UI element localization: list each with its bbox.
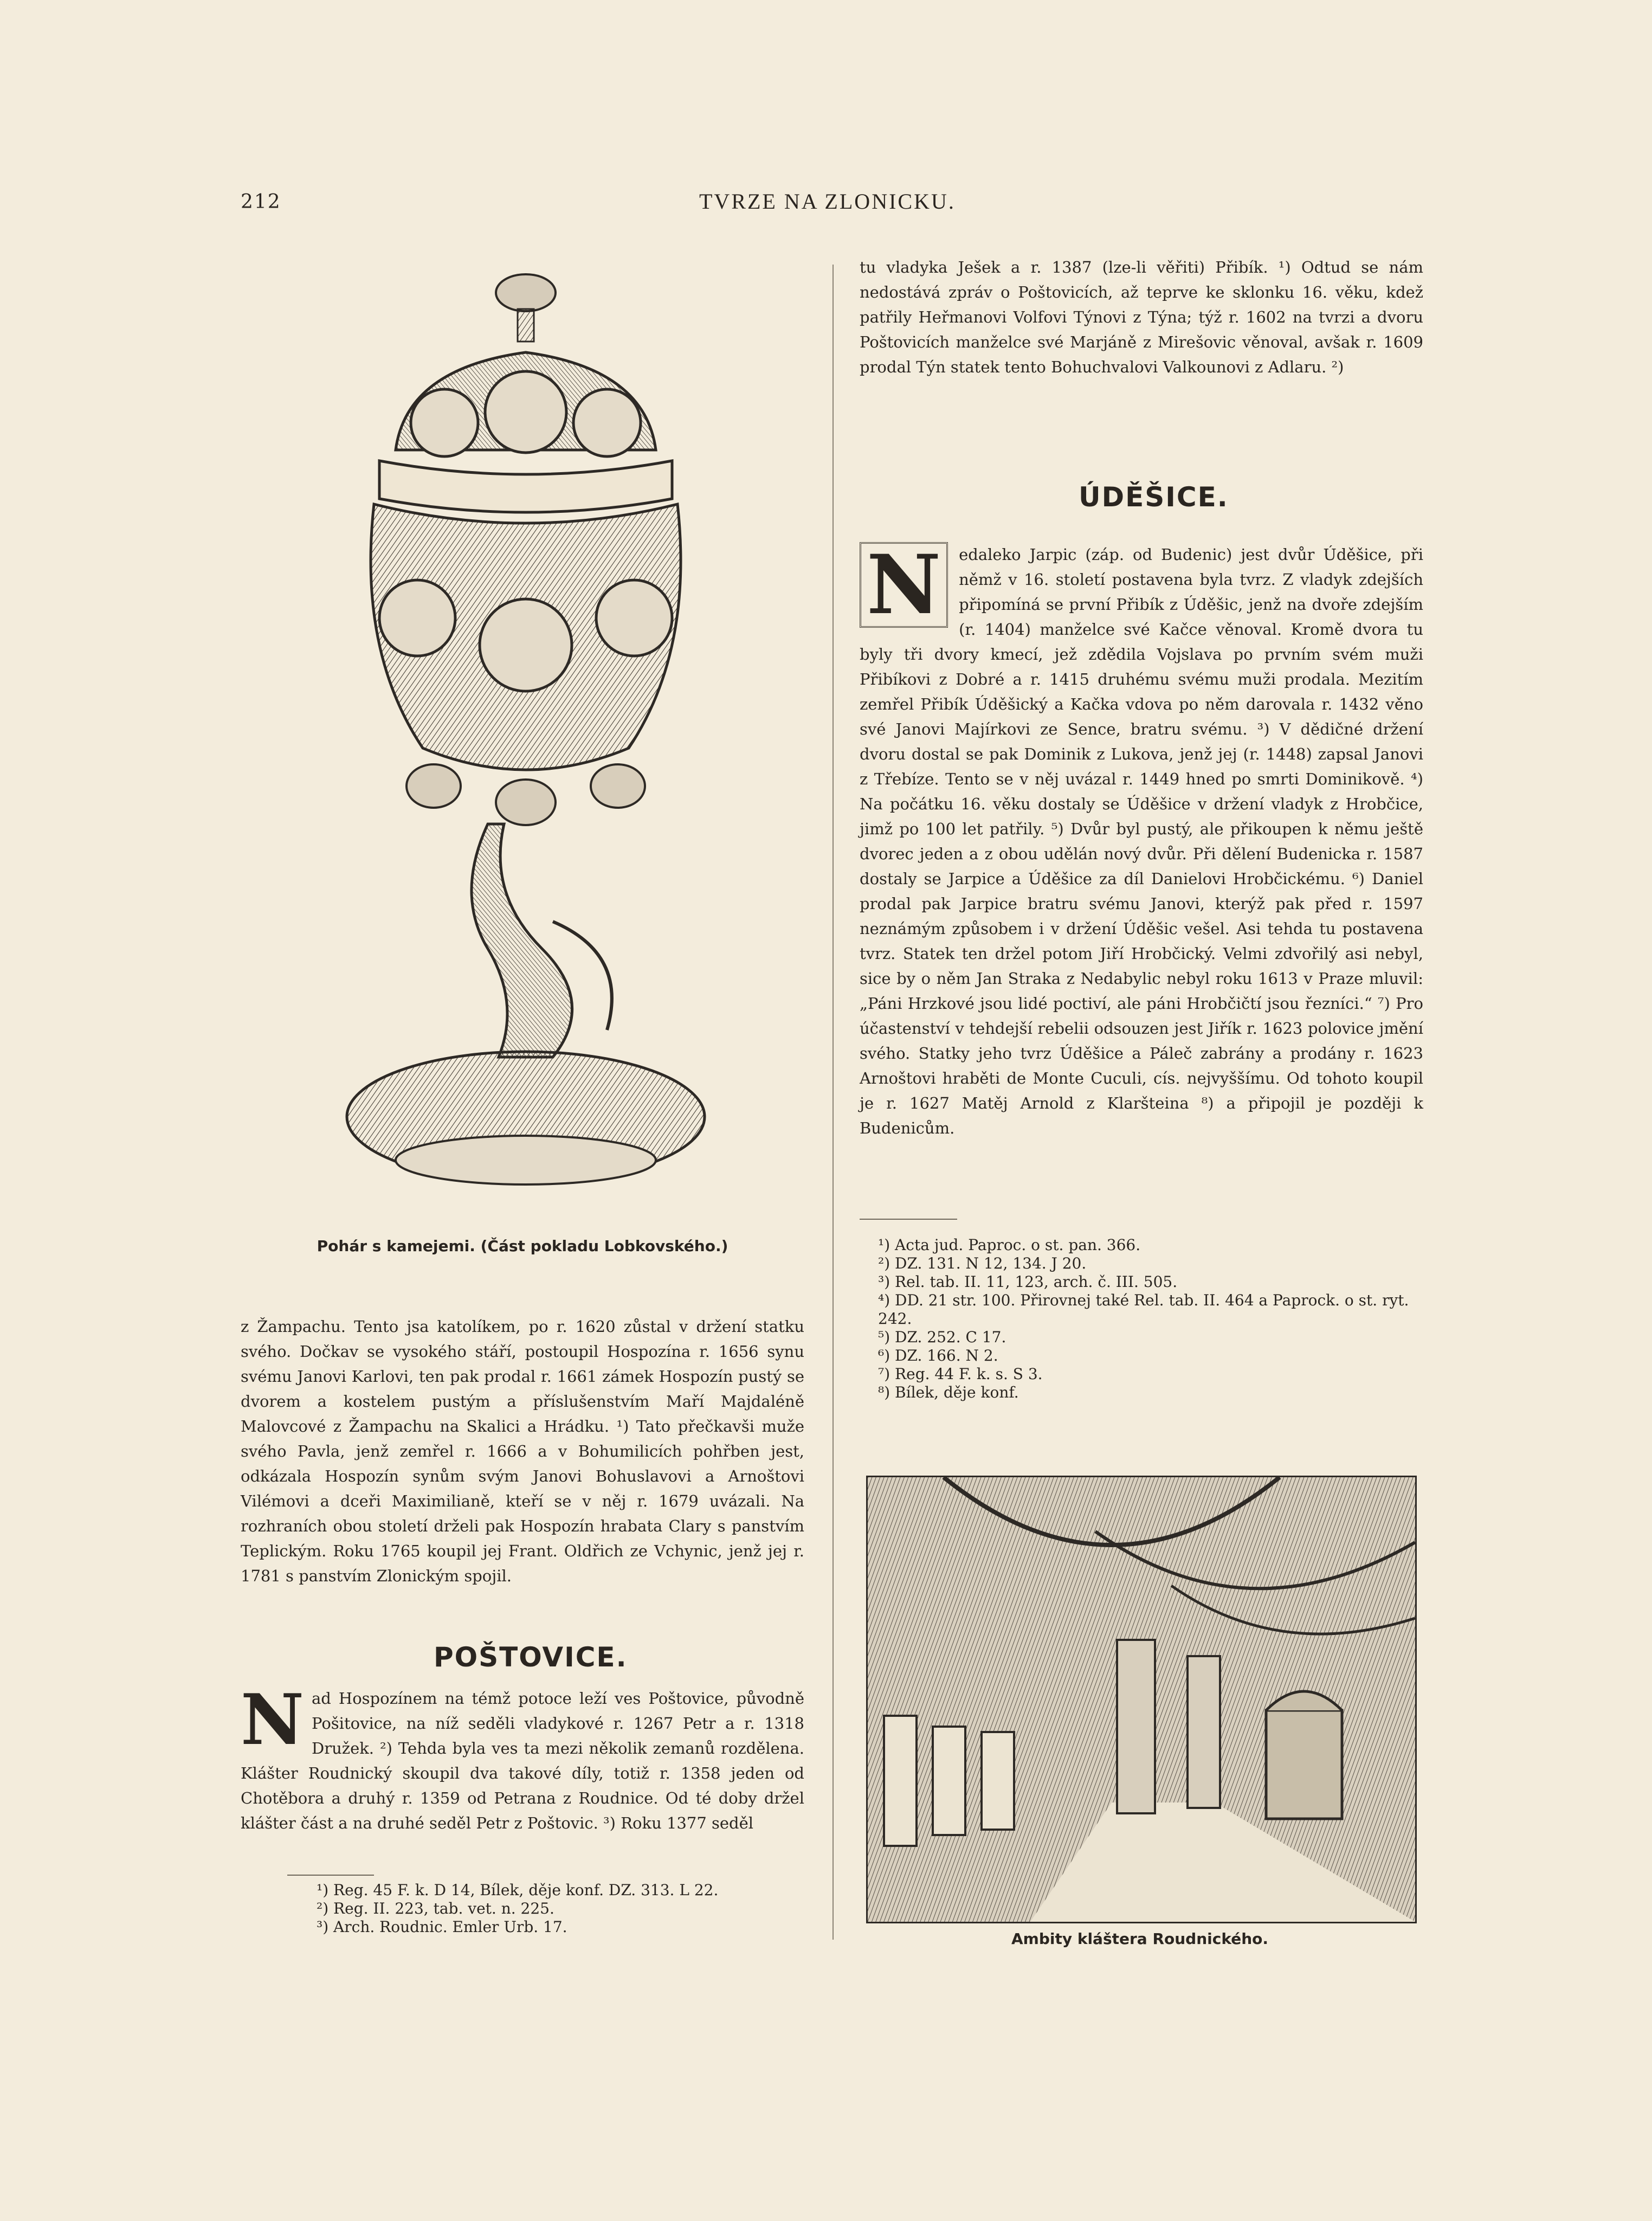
footnote: ¹) Reg. 45 F. k. D 14, Bílek, děje konf. DZ. 313. L 22.	[317, 1881, 719, 1899]
page-number: 212	[241, 191, 281, 213]
footnote: ⁶) DZ. 166. N 2.	[878, 1347, 998, 1364]
cloister-engraving	[868, 1477, 1415, 1922]
footnote-rule	[287, 1875, 374, 1876]
column-divider	[833, 265, 834, 1940]
goblet-caption: Pohár s kamejemi. (Část pokladu Lobkovského.)	[317, 1237, 728, 1255]
goblet-engraving	[325, 271, 737, 1203]
footnote: ⁵) DZ. 252. C 17.	[878, 1328, 1006, 1346]
section-title-udesice: ÚDĚŠICE.	[1079, 481, 1229, 513]
ornamental-drop-cap: N	[860, 542, 948, 628]
left-footnotes	[317, 1881, 804, 1936]
drop-cap: N	[241, 1679, 304, 1761]
left-paragraph-hospozin	[241, 1314, 804, 1588]
footnote: ²) Reg. II. 223, tab. vet. n. 225.	[317, 1900, 554, 1917]
paragraph: z Žampachu. Tento jsa katolíkem, po r. 1620 zůstal v držení statku svého. Dočkav se vysokého stáří, postoupil Hospozína r. 1656 synu svému Janovi Karlovi, ten pak prodal r. 1661 zámek Hospozín pustý se dvorem a kostelem pustým a příslušenstvím Maří Majdaléně Malovcové z Žampachu na Skalici a Hrádku. ¹) Tato přečkavši muže svého Pavla, jenž zemřel r. 1666 a v Bohumilicích pohřben jest, odkázala Hospozín synům svým Janovi Bohuslavovi a Arnoštovi Vilémovi a dceři Maximilianě, kteří se v něj r. 1679 uvázali. Na rozhraních obou století drželi pak Hospozín hrabata Clary s panstvím Teplickým. Roku 1765 koupil jej Frant. Oldřich ze Vchynic, jenž jej r. 1781 s panstvím Zlonickým spojil.	[241, 1317, 804, 1585]
footnote: ⁷) Reg. 44 F. k. s. S 3.	[878, 1365, 1043, 1383]
cloister-caption: Ambity kláštera Roudnického.	[1011, 1930, 1269, 1948]
goblet-illustration	[325, 271, 737, 1203]
footnote: ¹) Acta jud. Paproc. o st. pan. 366.	[878, 1236, 1141, 1254]
right-paragraph-udesice	[860, 537, 1423, 1141]
cloister-illustration	[866, 1476, 1417, 1923]
footnote: ³) Rel. tab. II. 11, 123, arch. č. III. 505.	[878, 1273, 1178, 1291]
paragraph: ad Hospozínem na témž potoce leží ves Poštovice, původně Pošitovice, na níž seděli vladykové r. 1267 Petr a r. 1318 Družek. ²) Tehda byla ves ta mezi několik zemanů rozdělena. Klášter Roudnický skoupil dva takové díly, totiž r. 1358 jeden od Chotěbora a druhý r. 1359 od Petrana z Roudnice. Od té doby držel klášter část a na druhé seděl Petr z Poštovic. ³) Roku 1377 seděl	[241, 1689, 804, 1832]
footnote: ⁸) Bílek, děje konf.	[878, 1383, 1019, 1401]
footnote-rule	[860, 1219, 957, 1220]
right-paragraph-top	[860, 255, 1423, 379]
footnote: ⁴) DD. 21 str. 100. Přirovnej také Rel. tab. II. 464 a Paprock. o st. ryt. 242.	[878, 1291, 1409, 1328]
running-title: TVRZE NA ZLONICKU.	[699, 189, 956, 214]
footnote: ³) Arch. Roudnic. Emler Urb. 17.	[317, 1918, 567, 1936]
paragraph: edaleko Jarpic (záp. od Budenic) jest dvůr Úděšice, při němž v 16. století postavena byla tvrz. Z vladyk zdejších připomíná se první Přibík z Úděšic, jenž na dvoře zdejším (r. 1404) manželce své Kačce věnoval. Kromě dvora tu byly tři dvory kmecí, jež zdědila Vojslava po prvním svém muži Přibíkovi z Dobré a r. 1415 druhému svému muži prodala. Mezitím zemřel Přibík Úděšický a Kačka vdova po něm darovala r. 1432 věno své Janovi Majírkovi ze Sence, bratru svému. ³) V dědičné držení dvoru dostal se pak Dominik z Lukova, jenž jej (r. 1448) zapsal Janovi z Třebíze. Tento se v něj uvázal r. 1449 hned po smrti Dominikově. ⁴) Na počátku 16. věku dostaly se Úděšice v držení vladyk z Hrobčice, jimž po 100 let patřily. ⁵) Dvůr byl pustý, ale přikoupen k němu ještě dvorec jeden a z obou udělán nový dvůr. Při dělení Budenicka r. 1587 dostaly se Jarpice a Úděšice za díl Danielovi Hrobčickému. ⁶) Daniel prodal pak Jarpice bratru svému Janovi, kterýž pak před r. 1597 neznámým způsobem i v držení Úděšic vešel. Asi tehda tu postavena tvrz. Statek ten držel potom Jiří Hrobčický. Velmi zdvořilý asi nebyl, sice by o něm Jan Straka z Nedabylic nebyl roku 1613 v Praze mluvil: „Páni Hrzkové jsou lidé poctiví, ale páni Hrobčičtí jsou řezníci.“ ⁷) Pro účastenství v tehdejší rebelii odsouzen jest Jiřík r. 1623 polovice jmění svého. Statky jeho tvrz Úděšice a Páleč zabrány a prodány r. 1623 Arnoštovi hraběti de Monte Cuculi, cís. nejvyššímu. Od tohoto koupil je r. 1627 Matěj Arnold z Klaršteina ⁸) a připojil je později k Budenicům.	[860, 545, 1423, 1137]
section-title-postovice: POŠTOVICE.	[434, 1641, 628, 1673]
right-footnotes	[878, 1236, 1423, 1402]
left-paragraph-postovice	[241, 1679, 804, 1836]
paragraph: tu vladyka Ješek a r. 1387 (lze-li věřiti) Přibík. ¹) Odtud se nám nedostává zpráv o Poštovicích, až teprve ke sklonku 16. věku, kdež patřily Heřmanovi Volfovi Týnovi z Týna; týž r. 1602 na tvrzi a dvoru Poštovicích manželce své Marjáně z Mirešovic věnoval, avšak r. 1609 prodal Týn statek tento Bohuchvalovi Valkounovi z Adlaru. ²)	[860, 258, 1423, 376]
footnote: ²) DZ. 131. N 12, 134. J 20.	[878, 1254, 1087, 1272]
